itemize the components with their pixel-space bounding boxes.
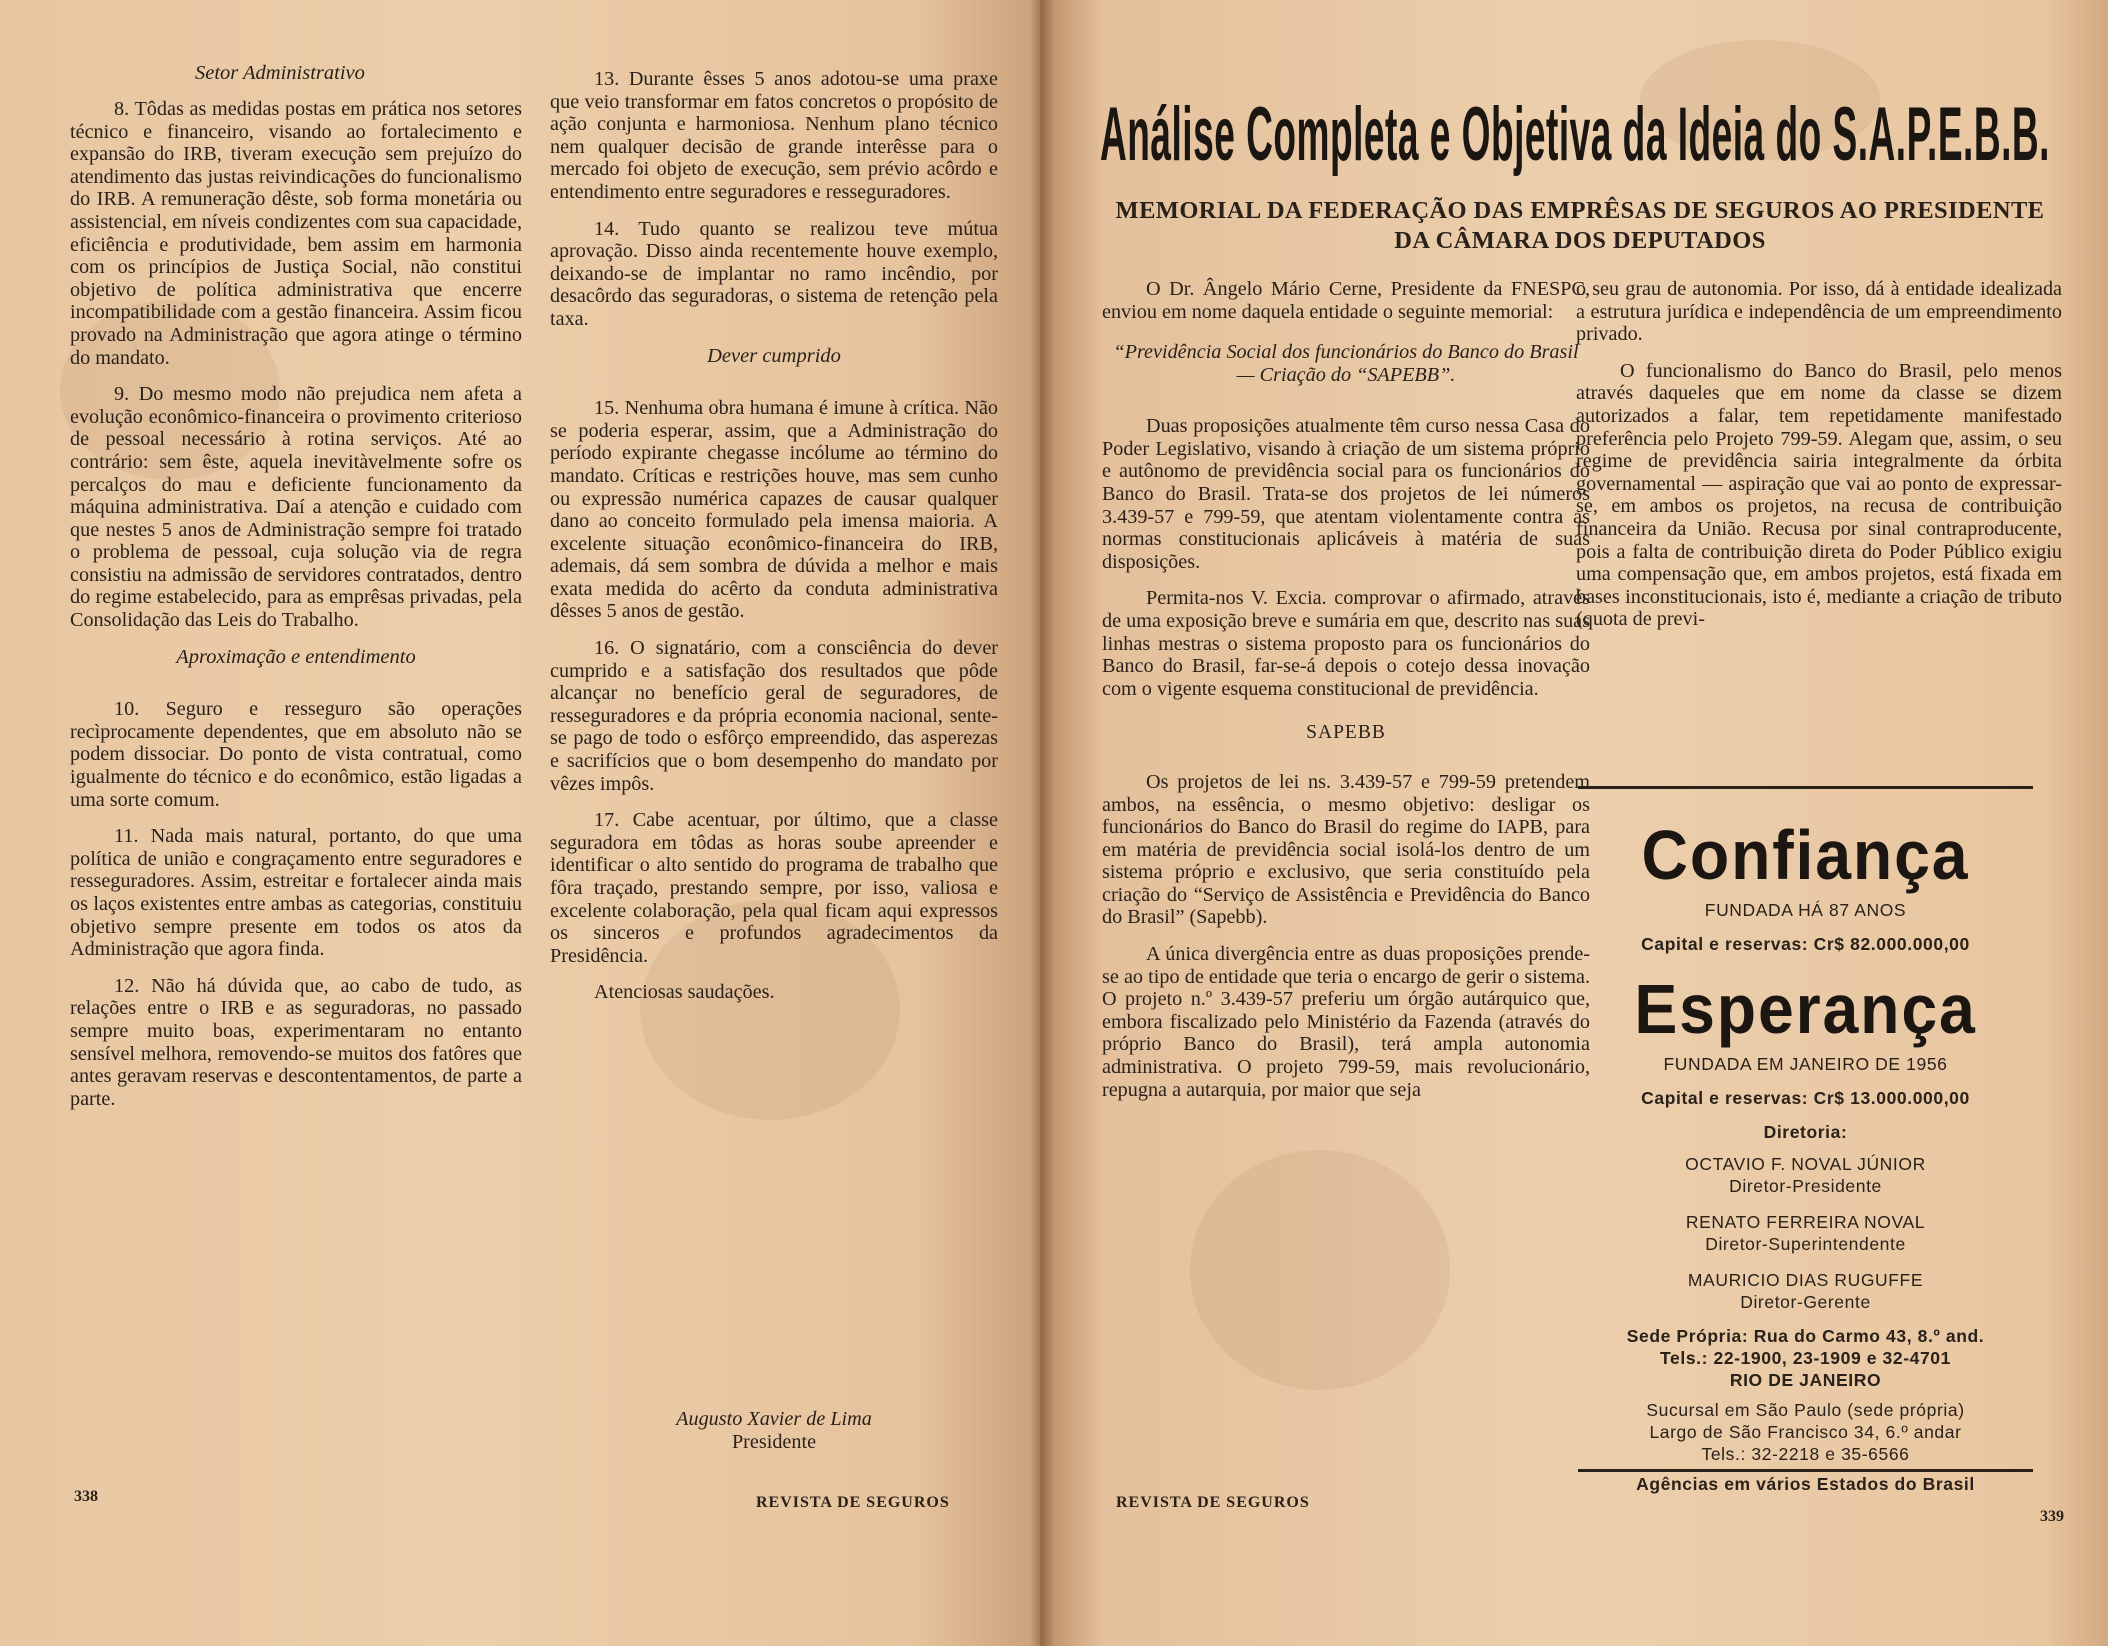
ad-director-1-name: OCTAVIO F. NOVAL JÚNIOR (1685, 1154, 1926, 1174)
ad-director-3-role: Diretor-Gerente (1740, 1292, 1871, 1312)
paragraph: 10. Seguro e resseguro são operações recìprocamente dependentes, que em absoluto não se podem dissociar. Do ponto de vista contratual, como igualmente do técnico e do econômico, estão ligadas a uma sorte comum. (70, 698, 522, 811)
ad-founded-2: FUNDADA EM JANEIRO DE 1956 (1663, 1054, 1948, 1074)
ad-director-2-name: RENATO FERREIRA NOVAL (1685, 1212, 1926, 1232)
paragraph: Permita-nos V. Excia. comprovar o afirmado, através de uma exposição breve e sumária em que, descrito nas suas linhas mestras o sistema proposto para os funcionários do Banco do Brasil, far-se-á depois o cotejo dessa inovação com o vigente esquema constitucional de previdência. (1102, 587, 1590, 700)
subheadline: MEMORIAL DA FEDERAÇÃO DAS EMPRÊSAS DE SEGUROS AO PRESIDENTE DA CÂMARA DOS DEPUTADOS (1115, 197, 2045, 254)
right-column-1 (1102, 278, 1590, 1115)
ad-director-3-name: MAURICIO DIAS RUGUFFE (1687, 1270, 1924, 1290)
ad-headquarters-phones: Tels.: 22-1900, 23-1909 e 32-4701 (1660, 1348, 1951, 1368)
advertisement (1578, 786, 2033, 1494)
ad-agencies: Agências em vários Estados do Brasil (1636, 1474, 1975, 1494)
ad-branch-line-2: Largo de São Francisco 34, 6.º andar (1649, 1422, 1962, 1442)
left-column-1 (70, 98, 522, 1124)
ad-director-1-role: Diretor-Presidente (1729, 1176, 1882, 1196)
page-number: 339 (2040, 1508, 2064, 1525)
paragraph: 16. O signatário, com a consciência do dever cumprido e a satisfação dos resultados que pôde alcançar no benefício geral de seguradores, de resseguradores e da própria economia nacional, sente-se pago de todo o esfôrço empreendido, das asperezas e sacrifícios que o bom desempenho do mandato por vêzes impôs. (550, 637, 998, 795)
ad-founded-1: FUNDADA HÁ 87 ANOS (1704, 900, 1907, 920)
right-column-2 (1576, 278, 2062, 645)
paragraph: Atenciosas saudações. (594, 981, 775, 1004)
paragraph: 13. Durante êsses 5 anos adotou-se uma praxe que veio transformar em fatos concretos o propósito de ação conjunta e harmoniosa. Nenhum plano técnico nem qualquer decisão de grande interêsse para o mercado foi objeto de execução, sem prévio acôrdo e entendimento entre seguradores e resseguradores. (550, 68, 998, 203)
running-head: Setor Administrativo (195, 62, 365, 84)
ad-brand-confianca: Confiança (1641, 816, 1970, 894)
left-page (0, 0, 1040, 1646)
right-page (1040, 0, 2108, 1646)
paragraph: 15. Nenhuma obra humana é imune à crítica. Não se poderia esperar, assim, que a Administração do período expirante chegasse incólume ao término do mandato. Críticas e restrições houve, mas sem cunho ou expressão numérica capazes de causar qualquer dano ao conceito formulado pela imensa maioria. A excelente situação econômico-financeira do IRB, ademais, dá sem sombra de dúvida a melhor e mais exata medida do acêrto da conduta administrativa dêsses 5 anos de gestão. (550, 397, 998, 623)
paragraph: O Dr. Ângelo Mário Cerne, Presidente da FNESPC, enviou em nome daquela entidade o seguinte memorial: (1102, 278, 1590, 323)
paragraph: 12. Não há dúvida que, ao cabo de tudo, as relações entre o IRB e as seguradoras, no passado sempre muito boas, experimentaram no entanto sensível melhora, removendo-se muitos dos fatôres que antes geravam reservas e descontentamentos, de parte a parte. (70, 974, 522, 1110)
footer: REVISTA DE SEGUROS (1116, 1494, 1310, 1511)
ad-director-2-role: Diretor-Superintendente (1705, 1234, 1906, 1254)
ad-branch-line-1: Sucursal em São Paulo (sede própria) (1646, 1400, 1965, 1420)
paragraph: 14. Tudo quanto se realizou teve mútua aprovação. Disso ainda recentemente houve exemplo, deixando-se de implantar no ramo incêndio, por desacôrdo das seguradoras, o sistema de retenção pela taxa. (550, 217, 998, 330)
paragraph: 9. Do mesmo modo não prejudica nem afeta a evolução econômico-financeira o provimento criterioso de pessoal necessário à rotina serviços. Até ao contrário: sem êste, aquela inevitàvelmente sofre os percalços do mau e deficiente funcionamento da máquina administrativa. Daí a atenção e cuidado com que nestes 5 anos de Administração sempre foi tratado o problema de pessoal, cuja solução via de regra consistiu na admissão de servidores contratados, dentro do regime estabelecido, para as emprêsas privadas, pela Consolidação das Leis do Trabalho. (70, 383, 522, 632)
ad-city: RIO DE JANEIRO (1729, 1370, 1882, 1390)
ad-brand-esperanca: Esperança (1634, 970, 1977, 1048)
ad-capital-1: Capital e reservas: Cr$ 82.000.000,00 (1641, 934, 1970, 954)
section-subhead: Aproximação e entendimento (176, 645, 416, 668)
paragraph: o seu grau de autonomia. Por isso, dá à entidade idealizada a estrutura jurídica e independência de um empreendimento privado. (1576, 278, 2062, 346)
headline: Análise Completa e Objetiva da Ideia do S.A.P.E.B.B. (1100, 92, 2050, 177)
paragraph: 17. Cabe acentuar, por último, que a classe seguradora em tôdas as horas soube apreender e identificar o alto sentido do programa de trabalho que fôra traçado, prestando sempre, por isso, valiosa e excelente colaboração, pela qual ficam aqui expressos os sinceros e profundos agradecimentos da Presidência. (550, 809, 998, 967)
paragraph: Os projetos de lei ns. 3.439-57 e 799-59 pretendem ambos, na essência, o mesmo objetivo: desligar os funcionários do Banco do Brasil do regime do IAPB, para em matéria de previdência social isolá-los dentro de um sistema próprio e exclusivo, que seria constituído pela criação do “Serviço de Assistência e Previdência do Banco do Brasil” (Sapebb). (1102, 770, 1590, 929)
page-number: 338 (74, 1488, 98, 1505)
paragraph: 8. Tôdas as medidas postas em prática nos setores técnico e financeiro, visando ao fortalecimento e expansão do IRB, tiveram execução sem prejuízo do atendimento das justas reivindicações do funcionalismo do IRB. A remuneração dêste, sob forma monetária ou assistencial, em níveis condizentes com sua capacidade, eficiência e produtividade, bem assim em harmonia com os princípios de Justiça Social, não constitui objetivo de política administrativa que encerre incompatibilidade com a gestão financeira. Assim ficou provado na Administração que agora atinge o término do mandato. (70, 98, 522, 369)
paragraph: A única divergência entre as duas proposições prende-se ao tipo de entidade que teria o encargo de gerir o sistema. O projeto n.º 3.439-57 preferiu um órgão autárquico que, embora fiscalizado pelo Ministério da Fazenda (através do próprio Banco do Brasil), terá ampla autonomia administrativa. O projeto 799-59, mais revolucionário, repugna a autarquia, por maior que seja (1102, 943, 1590, 1101)
ad-headquarters: Sede Própria: Rua do Carmo 43, 8.º and. (1626, 1326, 1985, 1346)
paper-stain (1190, 1150, 1450, 1390)
page-gutter (1030, 0, 1054, 1646)
paragraph: O funcionalismo do Banco do Brasil, pelo menos através daqueles que em nome da classe se dizem autorizados a falar, tem repetidamente manifestado preferência pelo Projeto 799-59. Alegam que, assim, o seu regime de previdência sairia integralmente da órbita governamental — aspiração que vai ao ponto de expressar-se, em ambos os projetos, na recusa de contribuição financeira da União. Recusa por sinal contraproducente, pois a falta de contribuição direta do Poder Público exigiu uma compensação que, em ambos projetos, está fixada em bases inconstitucionais, isto é, mediante a criação de tributo (quota de previ- (1576, 359, 2062, 631)
ad-branch-phones: Tels.: 32-2218 e 35-6566 (1701, 1444, 1910, 1464)
signature-title: Presidente (731, 1430, 817, 1453)
memorial-title: “Previdência Social dos funcionários do Banco do Brasil — Criação do “SAPEBB”. (1113, 341, 1579, 387)
ad-capital-2: Capital e reservas: Cr$ 13.000.000,00 (1641, 1088, 1970, 1108)
ad-board-label: Diretoria: (1763, 1122, 1848, 1142)
signature-name: Augusto Xavier de Lima (676, 1408, 872, 1430)
signature-block (550, 1408, 998, 1453)
section-subhead: Dever cumprido (707, 344, 841, 367)
footer: REVISTA DE SEGUROS (756, 1494, 950, 1511)
left-column-2 (550, 68, 998, 1018)
paragraph: 11. Nada mais natural, portanto, do que uma política de união e congraçamento entre seguradores e resseguradores. Assim, estreitar e fortalecer ainda mais os laços existentes entre ambas as categorias, constituiu objetivo sempre presente em todos os atos da Administração que agora finda. (70, 825, 522, 961)
section-title: SAPEBB (1306, 722, 1386, 744)
paragraph: Duas proposições atualmente têm curso nessa Casa do Poder Legislativo, visando à criação de um sistema próprio e autônomo de previdência social para os funcionários do Banco do Brasil. Trata-se dos projetos de lei números 3.439-57 e 799-59, que atentam violentamente contra as normas constitucionais aplicáveis à matéria de suas disposições. (1102, 415, 1590, 573)
